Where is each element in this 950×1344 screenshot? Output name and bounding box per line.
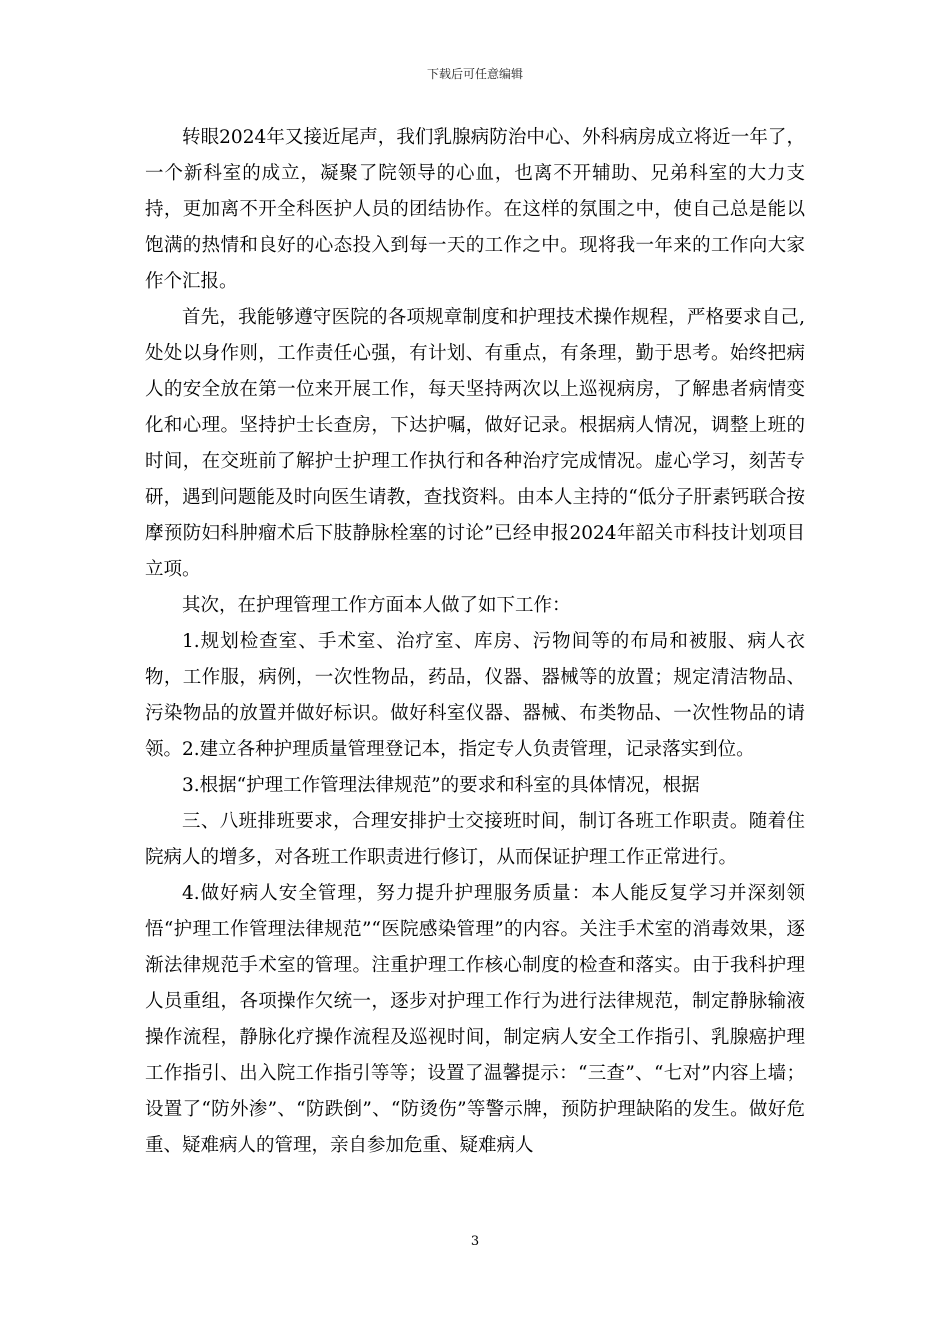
page-number: 3 — [470, 1234, 480, 1249]
paragraph-item-3: 3.根据“护理工作管理法律规范”的要求和科室的具体情况，根据 — [182, 775, 700, 796]
paragraph-item-4: 4.做好病人安全管理，努力提升护理服务质量：本人能反复学习并深刻领悟“护理工作管理法律规范”“医院感染管理”的内容。关注手术室的消毒效果，逐渐法律规范手术室的管理。注重护理工作核心制度的检查和落实。由于我科护理人员重组，各项操作欠统一，逐步对护理工作行为进行法律规范，制定静脉输液操作流程，静脉化疗操作流程及巡视时间，制定病人安全工作指引、乳腺癌护理工作指引、出入院工作指引等等；设置了温馨提示：“三查”、“七对”内容上墙；设置了“防外渗”、“防跌倒”、“防烫伤”等警示牌，预防护理缺陷的发生。做好危重、疑难病人的管理，亲自参加危重、疑难病人 — [145, 883, 805, 1156]
paragraph-first: 首先，我能够遵守医院的各项规章制度和护理技术操作规程，严格要求自己,处处以身作则，工作责任心强，有计划、有重点，有条理，勤于思考。始终把病人的安全放在第一位来开展工作，每天坚持两次以上巡视病房，了解患者病情变化和心理。坚持护士长查房，下达护嘱，做好记录。根据病人情况，调整上班的时间，在交班前了解护士护理工作执行和各种治疗完成情况。虚心学习，刻苦专研，遇到问题能及时向医生请教，查找资料。由本人主持的“低分子肝素钙联合按摩预防妇科肿瘤术后下肢静脉栓塞的讨论”已经申报2024年韶关市科技计划项目立项。 — [145, 307, 805, 580]
paragraph-shift-schedule: 三、八班排班要求，合理安排护士交接班时间，制订各班工作职责。随着住院病人的增多，对各班工作职责进行修订，从而保证护理工作正常进行。 — [145, 811, 805, 868]
paragraph-item-1: 1.规划检查室、手术室、治疗室、库房、污物间等的布局和被服、病人衣物，工作服，病例，一次性物品，药品，仪器、器械等的放置；规定清洁物品、污染物品的放置并做好标识。做好科室仪器、器械、布类物品、一次性物品的请领。2.建立各种护理质量管理登记本，指定专人负责管理，记录落实到位。 — [145, 631, 805, 760]
paragraph-intro: 转眼2024年又接近尾声，我们乳腺病防治中心、外科病房成立将近一年了，一个新科室的成立，凝聚了院领导的心血，也离不开辅助、兄弟科室的大力支持，更加离不开全科医护人员的团结协作。在这样的氛围之中，使自己总是能以饱满的热情和良好的心态投入到每一天的工作之中。现将我一年来的工作向大家作个汇报。 — [145, 127, 805, 292]
document-body — [145, 120, 805, 1164]
page-header-note: 下载后可任意编辑 — [426, 67, 523, 81]
paragraph-second: 其次，在护理管理工作方面本人做了如下工作： — [182, 595, 571, 616]
